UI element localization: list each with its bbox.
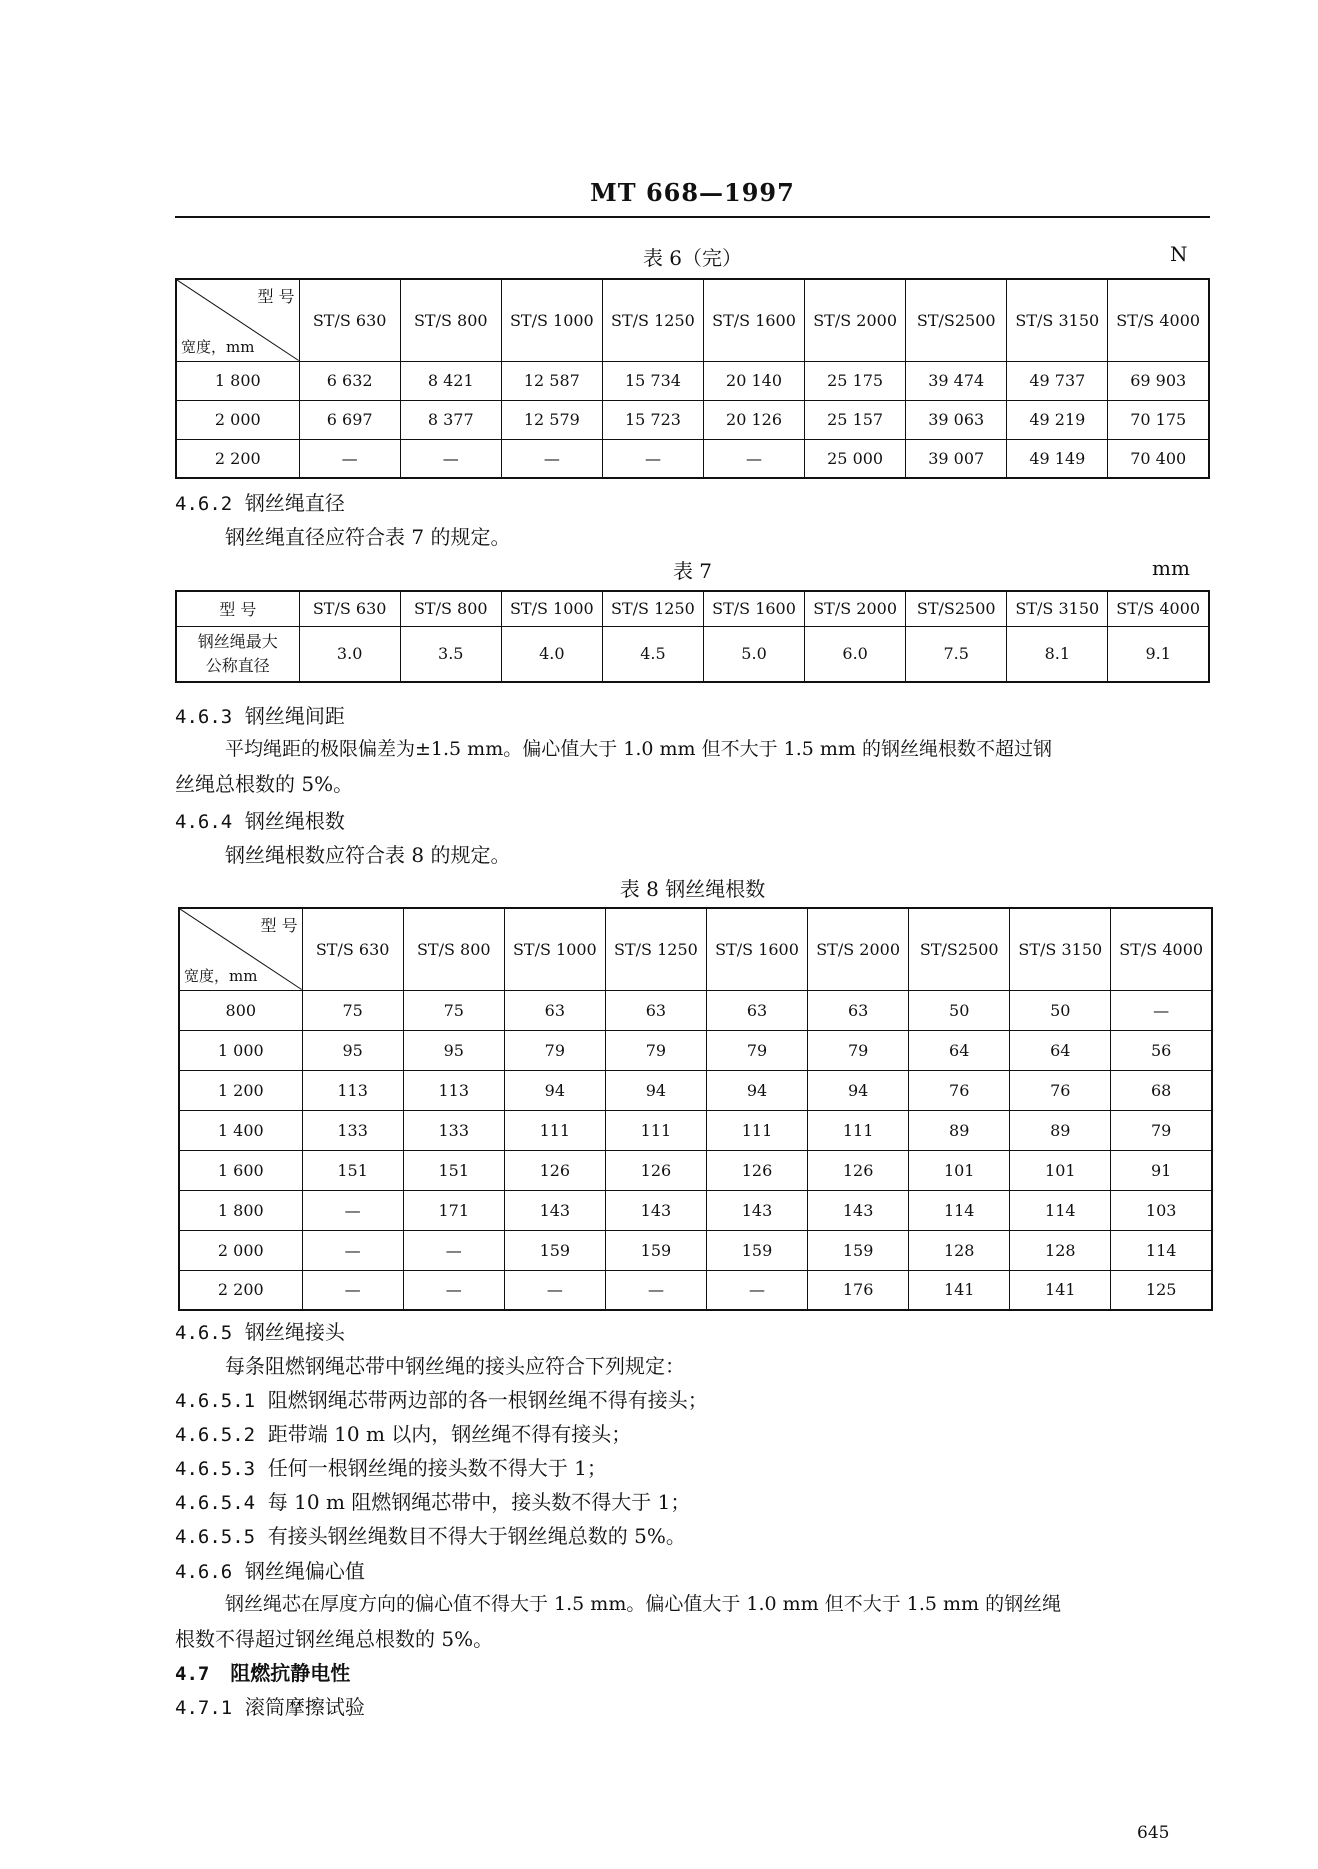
table8-cell: — xyxy=(302,1270,403,1310)
table6-cell: 12 587 xyxy=(501,361,602,400)
table8-width-cell: 1 200 xyxy=(179,1070,302,1110)
table6-unit: N xyxy=(1170,242,1188,266)
table7-col-header: ST/S 2000 xyxy=(805,591,906,626)
table8-cell: 79 xyxy=(504,1030,605,1070)
table8-cell: 114 xyxy=(1111,1230,1212,1270)
table7-col-header: ST/S2500 xyxy=(906,591,1007,626)
table6-cell: 39 474 xyxy=(906,361,1007,400)
table8-width-cell: 1 000 xyxy=(179,1030,302,1070)
table8-cell: 64 xyxy=(1010,1030,1111,1070)
table8-col-header: ST/S 800 xyxy=(403,908,504,990)
table6-cell: 8 377 xyxy=(400,400,501,439)
table6-width-cell: 1 800 xyxy=(176,361,299,400)
table7-col-header: ST/S 4000 xyxy=(1108,591,1209,626)
table8-col-header: ST/S 1000 xyxy=(504,908,605,990)
table8-cell: 143 xyxy=(504,1190,605,1230)
table8-cell: 126 xyxy=(605,1150,706,1190)
table8-cell: — xyxy=(302,1230,403,1270)
table6-cell: 49 219 xyxy=(1007,400,1108,439)
table7-cell: 6.0 xyxy=(805,626,906,682)
list-item xyxy=(175,1418,631,1447)
section-4-6-4-text: 钢丝绳根数应符合表 8 的规定。 xyxy=(225,843,511,867)
table6 xyxy=(175,278,1210,479)
table7-row-label xyxy=(176,626,299,682)
section-title: 钢丝绳间距 xyxy=(244,704,345,728)
table8-cell: 128 xyxy=(1010,1230,1111,1270)
item-text: 任何一根钢丝绳的接头数不得大于 1； xyxy=(267,1456,607,1480)
table8-cell: 159 xyxy=(504,1230,605,1270)
table6-col-header: ST/S 2000 xyxy=(805,279,906,361)
table8-cell: 103 xyxy=(1111,1190,1212,1230)
list-item xyxy=(175,1452,607,1481)
table8-cell: 89 xyxy=(1010,1110,1111,1150)
table8-width-cell: 1 600 xyxy=(179,1150,302,1190)
table8-cell: 159 xyxy=(706,1230,807,1270)
table8-cell: 111 xyxy=(808,1110,909,1150)
table6-col-header: ST/S 3150 xyxy=(1007,279,1108,361)
section-number: 4.6.6 xyxy=(175,1561,233,1583)
table6-col-header: ST/S 630 xyxy=(299,279,400,361)
table8-cell: 63 xyxy=(808,990,909,1030)
table6-cell: 39 007 xyxy=(906,439,1007,478)
table8-width-cell: 2 200 xyxy=(179,1270,302,1310)
table8-cell: 113 xyxy=(302,1070,403,1110)
table8-cell: 133 xyxy=(403,1110,504,1150)
table8-cell: 125 xyxy=(1111,1270,1212,1310)
table7-row-label-line1: 钢丝绳最大 xyxy=(197,631,278,651)
table7-col-header: ST/S 1000 xyxy=(501,591,602,626)
table7-cell: 8.1 xyxy=(1007,626,1108,682)
section-title: 钢丝绳偏心值 xyxy=(244,1559,365,1583)
section-4-6-6-line2: 根数不得超过钢丝绳总根数的 5%。 xyxy=(175,1627,494,1651)
table7-cell: 3.0 xyxy=(299,626,400,682)
table7-cell: 7.5 xyxy=(906,626,1007,682)
header-rule xyxy=(175,216,1210,218)
table7-cell: 9.1 xyxy=(1108,626,1209,682)
table6-cell: 25 000 xyxy=(805,439,906,478)
table7-type-label: 型 号 xyxy=(176,591,299,626)
section-number: 4.6.3 xyxy=(175,706,233,728)
table6-cell: 49 149 xyxy=(1007,439,1108,478)
table8-cell: 50 xyxy=(1010,990,1111,1030)
table8-col-header: ST/S 1600 xyxy=(706,908,807,990)
table8-cell: 126 xyxy=(706,1150,807,1190)
section-4-6-5-intro: 每条阻燃钢绳芯带中钢丝绳的接头应符合下列规定： xyxy=(225,1354,685,1378)
table7-col-header: ST/S 1250 xyxy=(602,591,703,626)
table-row xyxy=(179,1190,1212,1230)
table7-cell: 5.0 xyxy=(703,626,804,682)
item-text: 每 10 m 阻燃钢绳芯带中，接头数不得大于 1； xyxy=(267,1490,691,1514)
table7-cell: 4.5 xyxy=(602,626,703,682)
table6-header-row xyxy=(176,279,1209,361)
table8-cell: 75 xyxy=(302,990,403,1030)
section-title: 钢丝绳根数 xyxy=(244,809,345,833)
table6-cell: 12 579 xyxy=(501,400,602,439)
table6-cell: 8 421 xyxy=(400,361,501,400)
table-row xyxy=(176,626,1209,682)
item-number: 4.6.5.3 xyxy=(175,1458,256,1480)
table8-cell: 56 xyxy=(1111,1030,1212,1070)
table8-cell: 113 xyxy=(403,1070,504,1110)
item-number: 4.6.5.5 xyxy=(175,1526,256,1548)
table8-header-row xyxy=(179,908,1212,990)
table8-cell: 94 xyxy=(808,1070,909,1110)
table8-cell: 75 xyxy=(403,990,504,1030)
table6-corner-type: 型 号 xyxy=(257,287,295,306)
table-row xyxy=(176,400,1209,439)
table8-cell: 63 xyxy=(605,990,706,1030)
table8-cell: 159 xyxy=(605,1230,706,1270)
section-4-6-3-line2: 丝绳总根数的 5%。 xyxy=(175,772,354,796)
table6-cell: 25 175 xyxy=(805,361,906,400)
table6-corner-width: 宽度，mm xyxy=(181,337,255,356)
table8-cell: 171 xyxy=(403,1190,504,1230)
table7-col-header: ST/S 1600 xyxy=(703,591,804,626)
table7-col-header: ST/S 800 xyxy=(400,591,501,626)
table8-cell: 143 xyxy=(605,1190,706,1230)
table6-cell: 15 734 xyxy=(602,361,703,400)
table8-cell: — xyxy=(403,1230,504,1270)
table7-col-header: ST/S 3150 xyxy=(1007,591,1108,626)
table8-cell: — xyxy=(605,1270,706,1310)
list-item xyxy=(175,1384,708,1413)
section-4-6-6-heading xyxy=(175,1555,365,1584)
table6-cell: 25 157 xyxy=(805,400,906,439)
table6-corner-cell xyxy=(176,279,299,361)
table8-cell: 126 xyxy=(504,1150,605,1190)
section-4-6-3-line1: 平均绳距的极限偏差为±1.5 mm。偏心值大于 1.0 mm 但不大于 1.5 mm 的钢丝绳根数不超过钢 xyxy=(225,738,1052,760)
table6-cell: 49 737 xyxy=(1007,361,1108,400)
section-title: 钢丝绳接头 xyxy=(244,1320,345,1344)
table8-cell: 94 xyxy=(605,1070,706,1110)
section-number: 4.6.5 xyxy=(175,1322,233,1344)
table8-cell: 79 xyxy=(808,1030,909,1070)
table8-cell: 79 xyxy=(605,1030,706,1070)
table6-col-header: ST/S 1600 xyxy=(703,279,804,361)
table8-cell: 50 xyxy=(909,990,1010,1030)
table8-cell: 95 xyxy=(302,1030,403,1070)
item-number: 4.6.5.2 xyxy=(175,1424,256,1446)
table8-cell: 143 xyxy=(808,1190,909,1230)
table8-cell: 68 xyxy=(1111,1070,1212,1110)
table8 xyxy=(178,907,1213,1311)
table8-cell: 141 xyxy=(909,1270,1010,1310)
table7-header-row xyxy=(176,591,1209,626)
table8-col-header: ST/S 630 xyxy=(302,908,403,990)
table8-cell: 111 xyxy=(504,1110,605,1150)
table8-col-header: ST/S 3150 xyxy=(1010,908,1111,990)
table-row xyxy=(179,1030,1212,1070)
table6-cell: 70 400 xyxy=(1108,439,1209,478)
table8-cell: 79 xyxy=(1111,1110,1212,1150)
table8-cell: 101 xyxy=(909,1150,1010,1190)
table8-cell: — xyxy=(706,1270,807,1310)
table8-col-header: ST/S 2000 xyxy=(808,908,909,990)
page-header-title: MT 668—1997 xyxy=(590,178,795,207)
table7-caption: 表 7 xyxy=(672,559,713,583)
section-4-6-2-text: 钢丝绳直径应符合表 7 的规定。 xyxy=(225,525,511,549)
item-number: 4.6.5.4 xyxy=(175,1492,256,1514)
section-number: 4.6.4 xyxy=(175,811,233,833)
table6-cell: — xyxy=(602,439,703,478)
section-number: 4.6.2 xyxy=(175,493,233,515)
table7-cell: 4.0 xyxy=(501,626,602,682)
section-4-6-6-line1: 钢丝绳芯在厚度方向的偏心值不得大于 1.5 mm。偏心值大于 1.0 mm 但不大于 1.5 mm 的钢丝绳 xyxy=(225,1593,1062,1615)
table8-corner-cell xyxy=(179,908,302,990)
table8-cell: 111 xyxy=(605,1110,706,1150)
table8-caption: 表 8 钢丝绳根数 xyxy=(619,877,766,901)
table-row xyxy=(179,1070,1212,1110)
list-item xyxy=(175,1520,686,1549)
table8-cell: 94 xyxy=(504,1070,605,1110)
item-text: 有接头钢丝绳数目不得大于钢丝绳总数的 5%。 xyxy=(267,1524,686,1548)
table8-cell: 176 xyxy=(808,1270,909,1310)
table8-cell: 128 xyxy=(909,1230,1010,1270)
table8-width-cell: 2 000 xyxy=(179,1230,302,1270)
table8-col-header: ST/S 1250 xyxy=(605,908,706,990)
section-4-6-3-heading xyxy=(175,700,345,729)
table-row xyxy=(179,1270,1212,1310)
table6-cell: 6 697 xyxy=(299,400,400,439)
table6-col-header: ST/S 4000 xyxy=(1108,279,1209,361)
section-4-6-2-heading xyxy=(175,487,345,516)
table6-cell: 20 126 xyxy=(703,400,804,439)
table8-cell: 95 xyxy=(403,1030,504,1070)
table6-cell: 15 723 xyxy=(602,400,703,439)
table7-unit: mm xyxy=(1152,556,1190,580)
table8-width-cell: 1 800 xyxy=(179,1190,302,1230)
table8-width-cell: 800 xyxy=(179,990,302,1030)
table7 xyxy=(175,590,1210,683)
table6-cell: 20 140 xyxy=(703,361,804,400)
table6-width-cell: 2 200 xyxy=(176,439,299,478)
table8-cell: 94 xyxy=(706,1070,807,1110)
table6-cell: — xyxy=(400,439,501,478)
section-title: 滚筒摩擦试验 xyxy=(244,1695,365,1719)
table8-cell: — xyxy=(403,1270,504,1310)
table7-cell: 3.5 xyxy=(400,626,501,682)
table6-caption: 表 6（完） xyxy=(642,246,743,270)
table-row xyxy=(179,1110,1212,1150)
table8-cell: 151 xyxy=(302,1150,403,1190)
table7-row-label-line2: 公称直径 xyxy=(205,655,270,675)
table-row xyxy=(179,1230,1212,1270)
table6-col-header: ST/S 1250 xyxy=(602,279,703,361)
table8-cell: 63 xyxy=(504,990,605,1030)
table6-cell: 70 175 xyxy=(1108,400,1209,439)
table-row xyxy=(176,361,1209,400)
table6-cell: 39 063 xyxy=(906,400,1007,439)
table8-col-header: ST/S 4000 xyxy=(1111,908,1212,990)
table-row xyxy=(179,1150,1212,1190)
page-number: 645 xyxy=(1137,1823,1170,1843)
table6-cell: 6 632 xyxy=(299,361,400,400)
section-4-6-4-heading xyxy=(175,805,345,834)
section-4-7-heading xyxy=(175,1657,350,1686)
table6-col-header: ST/S2500 xyxy=(906,279,1007,361)
table8-cell: — xyxy=(1111,990,1212,1030)
table7-col-header: ST/S 630 xyxy=(299,591,400,626)
table8-cell: 64 xyxy=(909,1030,1010,1070)
table8-col-header: ST/S2500 xyxy=(909,908,1010,990)
table8-cell: 159 xyxy=(808,1230,909,1270)
section-title: 阻燃抗静电性 xyxy=(230,1661,351,1685)
table8-cell: 76 xyxy=(909,1070,1010,1110)
item-number: 4.6.5.1 xyxy=(175,1390,256,1412)
item-text: 距带端 10 m 以内，钢丝绳不得有接头； xyxy=(267,1422,632,1446)
table8-cell: — xyxy=(504,1270,605,1310)
section-title: 钢丝绳直径 xyxy=(244,491,345,515)
table-row xyxy=(179,990,1212,1030)
table8-cell: 89 xyxy=(909,1110,1010,1150)
table8-cell: 143 xyxy=(706,1190,807,1230)
table8-width-cell: 1 400 xyxy=(179,1110,302,1150)
table8-corner-type: 型 号 xyxy=(260,916,298,935)
section-4-6-5-heading xyxy=(175,1316,345,1345)
table6-cell: — xyxy=(703,439,804,478)
table8-cell: 114 xyxy=(1010,1190,1111,1230)
table8-corner-width: 宽度，mm xyxy=(184,966,258,985)
table6-width-cell: 2 000 xyxy=(176,400,299,439)
table8-cell: 114 xyxy=(909,1190,1010,1230)
table6-col-header: ST/S 1000 xyxy=(501,279,602,361)
table8-cell: 101 xyxy=(1010,1150,1111,1190)
table8-cell: 76 xyxy=(1010,1070,1111,1110)
table8-cell: — xyxy=(302,1190,403,1230)
table6-col-header: ST/S 800 xyxy=(400,279,501,361)
list-item xyxy=(175,1486,690,1515)
table6-cell: 69 903 xyxy=(1108,361,1209,400)
section-number: 4.7 xyxy=(175,1663,210,1685)
item-text: 阻燃钢绳芯带两边部的各一根钢丝绳不得有接头； xyxy=(267,1388,708,1412)
table6-cell: — xyxy=(501,439,602,478)
table8-cell: 111 xyxy=(706,1110,807,1150)
table8-cell: 79 xyxy=(706,1030,807,1070)
table8-cell: 151 xyxy=(403,1150,504,1190)
table8-cell: 91 xyxy=(1111,1150,1212,1190)
table6-cell: — xyxy=(299,439,400,478)
table8-cell: 126 xyxy=(808,1150,909,1190)
table8-cell: 133 xyxy=(302,1110,403,1150)
section-number: 4.7.1 xyxy=(175,1697,233,1719)
table8-cell: 63 xyxy=(706,990,807,1030)
table8-cell: 141 xyxy=(1010,1270,1111,1310)
section-4-7-1-heading xyxy=(175,1691,365,1720)
table-row xyxy=(176,439,1209,478)
